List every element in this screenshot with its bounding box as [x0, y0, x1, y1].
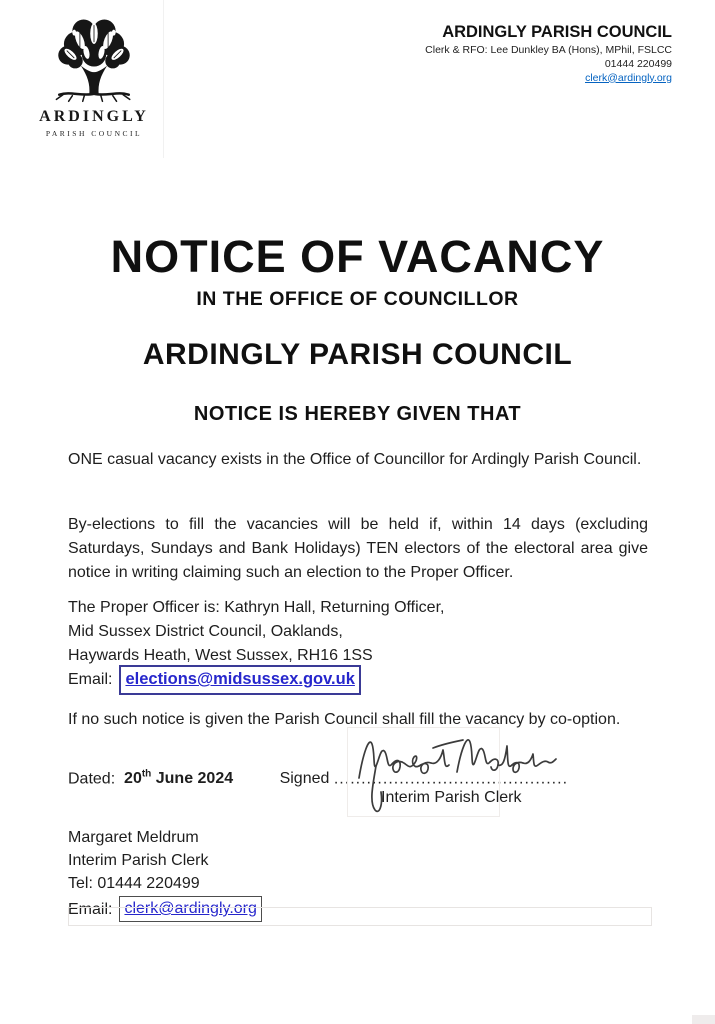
letterhead-phone: 01444 220499	[604, 58, 672, 70]
oak-tree-icon	[41, 12, 147, 106]
empty-text-box	[68, 907, 652, 926]
paragraph-proper-officer	[68, 596, 648, 668]
elections-email-row	[68, 665, 648, 695]
elections-email-link-box	[119, 665, 360, 695]
email-label: Email:	[68, 900, 113, 918]
signed-label: Signed	[279, 770, 330, 788]
dated-label: Dated:	[68, 770, 116, 788]
letterhead-email-link[interactable]: clerk@ardingly.org	[585, 71, 672, 84]
clerk-name: Margaret Meldrum	[68, 829, 199, 846]
paragraph-cooption: If no such notice is given the Parish Council shall fill the vacancy by co-option.	[68, 711, 621, 728]
paragraph-byelections: By-elections to fill the vacancies will be held if, within 14 days (excluding Saturdays, Sundays and Bank Holidays) TEN electors of the electoral area give notice in writing claiming such an election to the Proper Officer.	[68, 516, 648, 581]
letterhead-clerk-line: Clerk & RFO: Lee Dunkley BA (Hons), MPhil, FSLCC	[425, 43, 672, 56]
proper-officer-line: Haywards Heath, West Sussex, RH16 1SS	[68, 647, 373, 664]
page-corner-artifact	[692, 1015, 715, 1024]
clerk-role: Interim Parish Clerk	[68, 852, 209, 869]
signature-dotted-line: ...........................................	[333, 770, 569, 788]
elections-email-link[interactable]: elections@midsussex.gov.uk	[125, 670, 355, 688]
letterhead-contact-block	[425, 24, 672, 83]
clerk-email-link[interactable]: clerk@ardingly.org	[124, 900, 257, 917]
paragraph-vacancy: ONE casual vacancy exists in the Office of Councillor for Ardingly Parish Council.	[68, 451, 642, 468]
logo-council-name: ARDINGLY	[39, 108, 149, 125]
signature-role-label: Interim Parish Clerk	[381, 789, 522, 806]
notice-title: NOTICE OF VACANCY	[110, 231, 605, 282]
council-logo	[24, 12, 164, 138]
letterhead-org-name: ARDINGLY PARISH COUNCIL	[442, 23, 672, 41]
proper-officer-line: The Proper Officer is: Kathryn Hall, Returning Officer,	[68, 599, 445, 616]
hereby-given-heading: NOTICE IS HEREBY GIVEN THAT	[193, 403, 522, 425]
council-title: ARDINGLY PARISH COUNCIL	[142, 338, 573, 371]
dated-value: 20th June 2024	[124, 769, 234, 788]
notice-subtitle: IN THE OFFICE OF COUNCILLOR	[196, 288, 519, 310]
clerk-tel: Tel: 01444 220499	[68, 875, 200, 892]
logo-council-subtitle: PARISH COUNCIL	[45, 129, 143, 138]
proper-officer-line: Mid Sussex District Council, Oaklands,	[68, 623, 343, 640]
email-label: Email:	[68, 671, 113, 688]
